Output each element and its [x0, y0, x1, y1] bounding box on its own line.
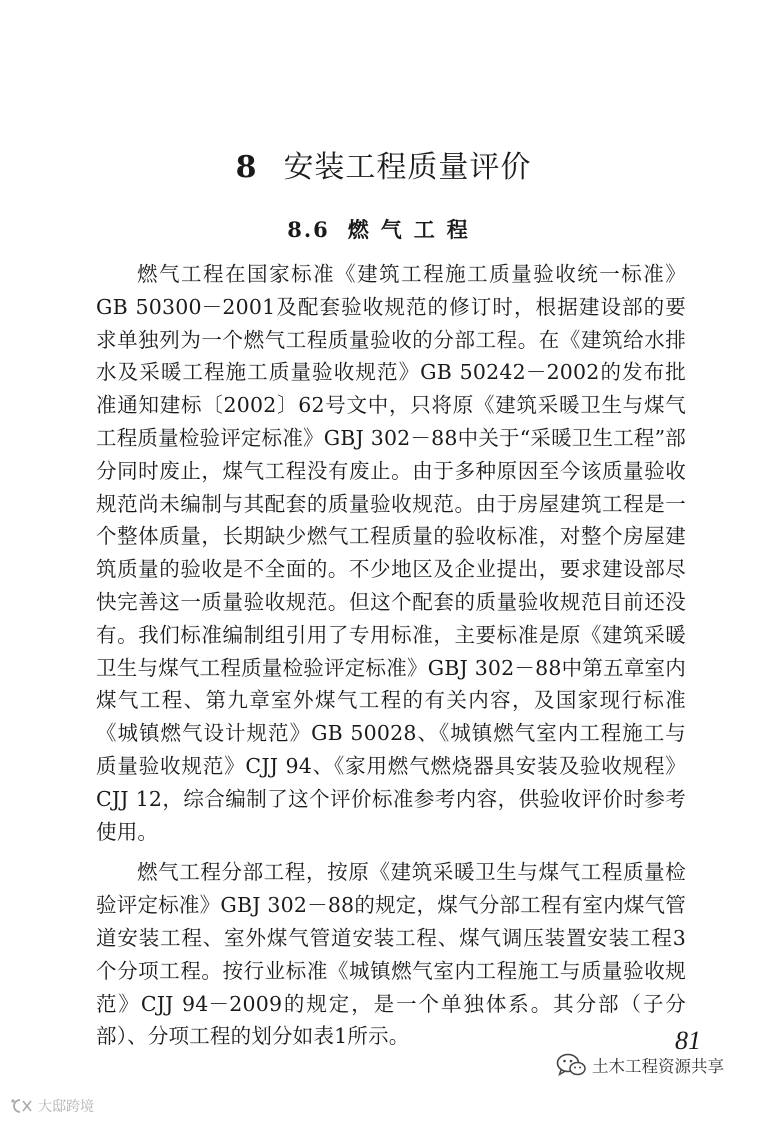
paragraph-1: 燃气工程在国家标准《建筑工程施工质量验收统一标准》GB 50300－2001及配套验收规范的修订时，根据建设部的要求单独列为一个燃气工程质量验收的分部工程。在《建筑给水排水及采暖工程施工质量验收规范》GB 50242－2002的发布批准通知建标〔2002〕62号文中，只将原《建筑采暖卫生与煤气工程质量检验评定标准》GBJ 302－88中关于“采暖卫生工程”部分同时废止，煤气工程没有废止。由于多种原因至今该质量验收规范尚未编制与其配套的质量验收规范。由于房屋建筑工程是一个整体质量，长期缺少燃气工程质量的验收标准，对整个房屋建筑质量的验收是不全面的。不少地区及企业提出，要求建设部尽快完善这一质量验收规范。但这个配套的质量验收规范目前还没有。我们标准编制组引用了专用标准，主要标准是原《建筑采暖卫生与煤气工程质量检验评定标准》GBJ 302－88中第五章室内煤气工程、第九章室外煤气工程的有关内容，及国家现行标准《城镇燃气设计规范》GB 50028、《城镇燃气室内工程施工与质量验收规范》CJJ 94、《家用燃气燃烧器具安装及验收规程》CJJ 12，综合编制了这个评价标准参考内容，供验收评价时参考使用。 — [96, 262, 686, 844]
watermark-platform-text: 大邸跨境 — [38, 1099, 94, 1115]
chapter-title-text: 安装工程质量评价 — [283, 150, 532, 185]
section-title — [0, 214, 767, 244]
watermark-account — [556, 1048, 724, 1082]
platform-logo-icon — [8, 1097, 34, 1115]
section-number: 8.6 — [287, 217, 330, 242]
chat-bubbles-icon — [556, 1052, 586, 1078]
section-title-text: 燃气工程 — [347, 217, 480, 242]
page-number: 81 — [675, 1026, 701, 1055]
paragraph-2: 燃气工程分部工程，按原《建筑采暖卫生与煤气工程质量检验评定标准》GBJ 302－88的规定，煤气分部工程有室内煤气管道安装工程、室外煤气管道安装工程、煤气调压装置安装工程3个分项工程。按行业标准《城镇燃气室内工程施工与质量验收规范》CJJ 94－2009的规定，是一个单独体系。其分部（子分部）、分项工程的划分如表1所示。 — [96, 860, 686, 1049]
chapter-title — [0, 142, 767, 186]
chapter-number: 8 — [235, 150, 258, 185]
watermark-account-text: 土木工程资源共享 — [592, 1057, 724, 1076]
watermark-platform — [8, 1094, 94, 1118]
body-text — [96, 258, 686, 1061]
